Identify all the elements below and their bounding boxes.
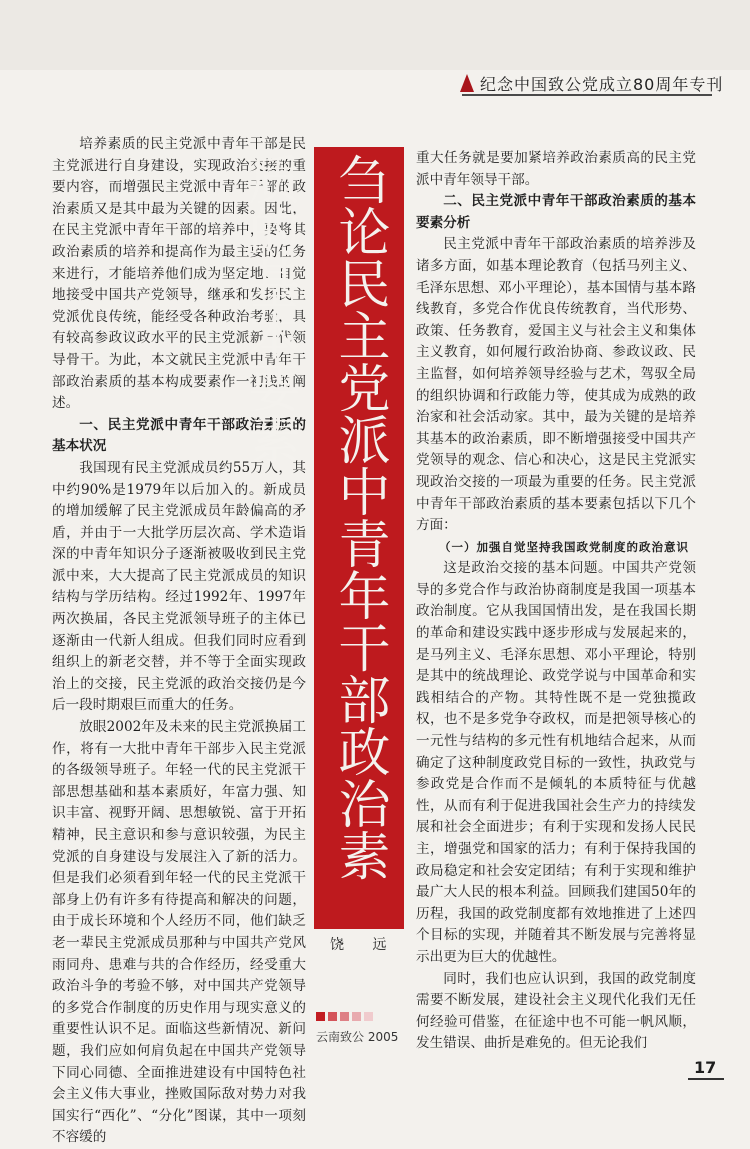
running-header: 纪念中国致公党成立80周年专刊: [480, 75, 724, 94]
title-banner: [239, 147, 404, 929]
deco-square: [352, 1012, 361, 1021]
section-heading: 二、民主党派中青年干部政治素质的基本要素分析: [416, 193, 696, 231]
paragraph: 这是政治交接的基本问题。中国共产党领导的多党合作与政治协商制度是我国一项基本政治制度。它从我国国情出发，是在我国长期的革命和建设实践中逐步形成与发展起来的，是马列主义、毛泽东思想、邓小平理论，特别是其中的统战理论、政党学说与中国革命和实践相结合的产物。其特性既不是一党独揽政权，也不是多党争夺政权，而是把领导核心的一元性与结构的多元性有机地结合起来，从而确定了这种制度政党目标的一致性，执政党与参政党是合作而不是倾轧的本质特征与优越性，从而有利于促进我国社会生产力的持续发展和社会全面进步；有利于实现和发扬人民民主，增强党和国家的活力；有利于保持我国的政局稳定和社会安定团结；有利于实现和维护最广大人民的根本利益。回顾我们建国50年的历程，我国的政党制度都有效地推进了上述四个目标的实现，并随着其不断发展与完善将显示出更为巨大的优越性。: [416, 560, 696, 965]
page-number: 17: [694, 1058, 717, 1077]
deco-square: [364, 1012, 373, 1021]
section-heading: 一、民主党派中青年干部政治素质的基本状况: [52, 416, 306, 455]
paragraph: 重大任务就是要加紧培养政治素质高的民主党派中青年领导干部。: [416, 150, 696, 188]
paragraph: 民主党派中青年干部政治素质的培养涉及诸多方面，如基本理论教育（包括马列主义、毛泽东思想、邓小平理论），基本国情与基本路线教育，多党合作优良传统教育，当代形势、政策、任务教育，爱国主义与社会主义和集体主义教育，如何履行政治协商、参政议政、民主监督，如何培养领导经验与艺术，驾驭全局的组织协调和行政能力等，使其成为成熟的政治家和社会活动家。其中，最为关键的是培养其基本的政治素质，即不断增强接受中国共产党领导的观念、信心和决心，这是民主党派实现政治交接的一项最为重要的任务。民主党派中青年干部政治素质的基本要素包括以下几个方面：: [416, 236, 696, 534]
paragraph: 放眼2002年及未来的民主党派换届工作，将有一大批中青年干部步入民主党派的各级领导班子。年轻一代的民主党派干部思想基础和基本素质好，年富力强、知识丰富、视野开阔、思想敏锐、富于开拓精神，民主意识和参与意识较强，为民主党派的自身建设与发展注入了新的活力。但是我们必须看到年轻一代的民主党派干部身上仍有许多有待提高和解决的问题，由于成长环境和个人经历不同，他们缺乏老一辈民主党派成员那种与中国共产党风雨同舟、患难与共的合作经历，经受重大政治斗争的考验不够，对中国共产党领导的多党合作制度的历史作用与现实意义的重要性认识不足。面临这些新情况、新问题，我们应如何肩负起在中国共产党领导下同心同德、全面推进建设有中国特色社会主义伟大事业，挫败国际敌对势力对我国实行“西化”、“分化”图谋，其中一项刻不容缓的: [52, 719, 306, 1146]
top-margin-band: [0, 0, 750, 70]
paragraph: 同时，我们也应认识到，我国的政党制度需要不断发展，建设社会主义现代化我们无任何经验可借鉴，在征途中也不可能一帆风顺，发生错误、曲折是难免的。但无论我们: [416, 970, 696, 1052]
deco-square: [328, 1012, 337, 1021]
paragraph: 培养素质的民主党派中青年干部是民主党派进行自身建设，实现政治交接的重要内容，而增强民主党派中青年干部的政治素质又是其中最为关键的因素。因此，在民主党派中青年干部的培养中，要将其政治素质的培养和提高作为最主要的任务来进行，才能培养他们成为坚定地、自觉地接受中国共产党领导，继承和发扬民主党派优良传统，能经受各种政治考验，具有较高参政议政水平的民主党派新一代领导骨干。为此，本文就民主党派中青年干部政治素质的基本构成要素作一初浅的阐述。: [52, 136, 306, 412]
right-column: [416, 148, 696, 1055]
article-title: 刍论民主党派中青年干部政治素质的基本要素: [239, 153, 389, 881]
paragraph: 我国现有民主党派成员约55万人，其中约90%是1979年以后加入的。新成员的增加缓解了民主党派成员年龄偏高的矛盾，并由于一大批学历层次高、学术造诣深的中青年知识分子逐渐被吸收到民主党派中来，大大提高了民主党派成员的知识结构与学历结构。经过1992年、1997年两次换届，各民主党派领导班子的主体已逐渐由一代新人组成。但我们同时应看到组织上的新老交替，并不等于全面实现政治上的交接，民主党派的政治交接仍是今后一段时期艰巨而重大的任务。: [52, 459, 306, 714]
header-triangle-icon: [460, 74, 474, 92]
deco-square: [340, 1012, 349, 1021]
page-number-rule: [688, 1078, 724, 1080]
author-name: 饶 远: [330, 937, 399, 953]
subsection-heading: （一）加强自觉坚持我国政党制度的政治意识: [439, 539, 689, 554]
footer-decoration: [316, 1012, 373, 1021]
journal-footer: 云南致公 2005: [316, 1030, 399, 1044]
deco-square: [316, 1012, 325, 1021]
header-rule: [462, 94, 712, 96]
